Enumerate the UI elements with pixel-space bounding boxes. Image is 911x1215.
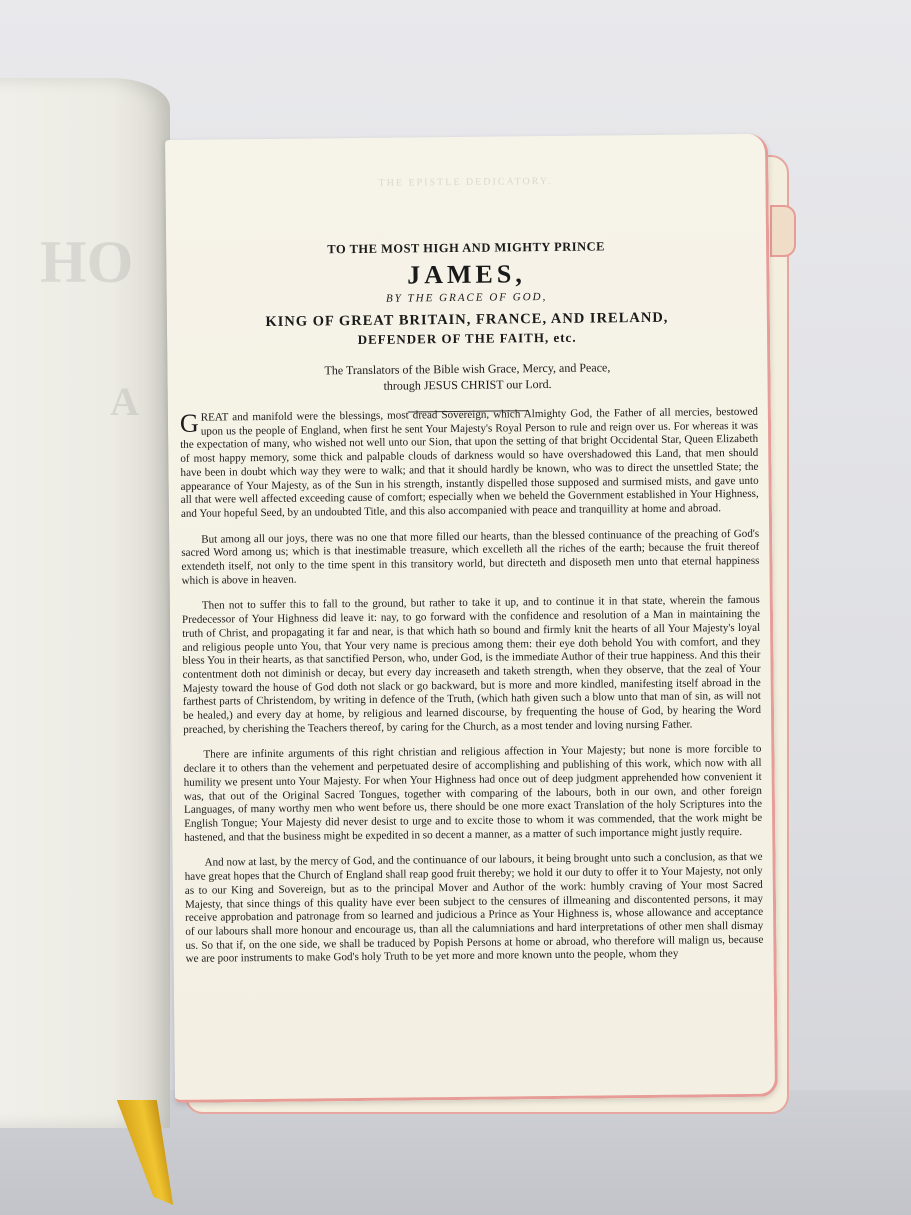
heading-line-1: TO THE MOST HIGH AND MIGHTY PRINCE xyxy=(327,239,606,257)
greeting-line-2: through JESUS CHRIST our Lord. xyxy=(383,377,552,393)
drop-cap: G xyxy=(179,408,199,438)
left-page xyxy=(0,78,170,1128)
paragraph-1-text: REAT and manifold were the blessings, most dread Sovereign, which Almighty God, the Father of all mercies, bestowed upon us the people of England, when first he sent Your Majesty's Royal Person to rule and reign over us. For whereas it was the expectation of many, who wished not well unto our Sion, that upon the setting of that bright Occidental Star, Queen Elizabeth of most happy memory, some thick and palpable clouds of darkness would so have overshadowed this Land, that men should have been in doubt which way they were to walk; and that it should hardly be known, who was to direct the unsettled State; the appearance of Your Majesty, as of the Sun in his strength, instantly dispelled those supposed and surmised mists, and gave unto all that were well affected exceeding cause of comfort; especially when we beheld the Government established in Your Highness, and Your hopeful Seed, by an undoubted Title, and this also accompanied with peace and tranquillity at home and abroad. xyxy=(180,405,759,520)
dedication-body xyxy=(180,406,765,1082)
heading-king: KING OF GREAT BRITAIN, FRANCE, AND IRELAND, xyxy=(265,309,669,330)
paragraph-4: There are infinite arguments of this right christian and religious affection in Your Majesty; but none is more forcible to declare it to others than the vehement and perpetuated desire of accomplishing and publishing of this work, which now with all humility we present unto Your Majesty. For when Your Highness had once out of deep judgment apprehended how convenient it was, that out of the Original Sacred Tongues, together with comparing of the labours, both in our own, and other foreign Languages, of many worthy men who went before us, there should be one more exact Translation of the holy Scriptures into the English Tongue; Your Majesty did never desist to urge and to excite those to whom it was commended, that the work might be hastened, and that the business might be expedited in so decent a manner, as a matter of such importance might justly require. xyxy=(183,743,763,844)
greeting-line-1: The Translators of the Bible wish Grace, Mercy, and Peace, xyxy=(324,360,611,378)
left-page-bleed-text-2: A xyxy=(110,379,139,424)
heading-name: JAMES, xyxy=(406,259,526,290)
paragraph-5: And now at last, by the mercy of God, and the continuance of our labours, it being brought unto such a conclusion, as that we have great hopes that the Church of England shall reap good fruit thereby; we hold it our duty to offer it to Your Majesty, not only as to our King and Sovereign, but as to the principal Mover and Author of the work: humbly craving of Your most Sacred Majesty, that since things of this quality have ever been subject to the censures of illmeaning and discontented persons, it may receive approbation and patronage from so learned and judicious a Prince as Your Highness is, whose allowance and acceptance of our labours shall more honour and encourage us, than all the calumniations and hard interpretations of other men shall dismay us. So that if, on the one side, we shall be traduced by Popish Persons at home or abroad, who therefore will malign us, because we are poor instruments to make God's holy Truth to be yet more and more known unto the people, whom they xyxy=(184,851,764,966)
paragraph-1 xyxy=(180,406,759,522)
dedication-page xyxy=(165,134,778,1103)
paragraph-2: But among all our joys, there was no one that more filled our hearts, than the blessed continuance of the preaching of God's sacred Word among us; which is that inestimable treasure, which excelleth all the riches of the earth; because the fruit thereof extendeth itself, not only to the time spent in this transitory world, but directeth and disposeth men unto that eternal happiness which is above in heaven. xyxy=(181,527,760,587)
paragraph-3: Then not to suffer this to fall to the ground, but rather to take it up, and to continue it in that state, wherein the famous Predecessor of Your Highness did leave it: nay, to go forward with the confidence and resolution of a Man in maintaining the truth of Christ, and propagating it far and near, is that which hath so bound and firmly knit the hearts of all Your Majesty's loyal and religious people unto You, that Your very name is precious among them: their eye doth behold You with comfort, and they bless You in their hearts, as that sanctified Person, who, under God, is the immediate Author of their true happiness. And this their contentment doth not diminish or decay, but every day increaseth and taketh strength, when they observe, that the zeal of Your Majesty toward the house of God doth not slack or go backward, but is more and more kindled, manifesting itself abroad in the farthest parts of Christendom, by writing in defence of the Truth, (which hath given such a blow unto that man of sin, as will not be healed,) and every day at home, by religious and learned discourse, by frequenting the house of God, by hearing the Word preached, by cherishing the Teachers thereof, by caring for the Church, as a most tender and loving nursing Father. xyxy=(181,594,762,736)
heading-greeting xyxy=(197,358,737,396)
left-page-bleed-text: HO xyxy=(40,229,134,295)
heading-grace: BY THE GRACE OF GOD, xyxy=(385,291,548,305)
bleed-through-heading: THE EPISTLE DEDICATORY. xyxy=(378,175,553,189)
dedication-heading xyxy=(196,238,738,415)
thumb-index-tab xyxy=(770,205,796,257)
heading-defender: DEFENDER OF THE FAITH, etc. xyxy=(357,329,577,347)
